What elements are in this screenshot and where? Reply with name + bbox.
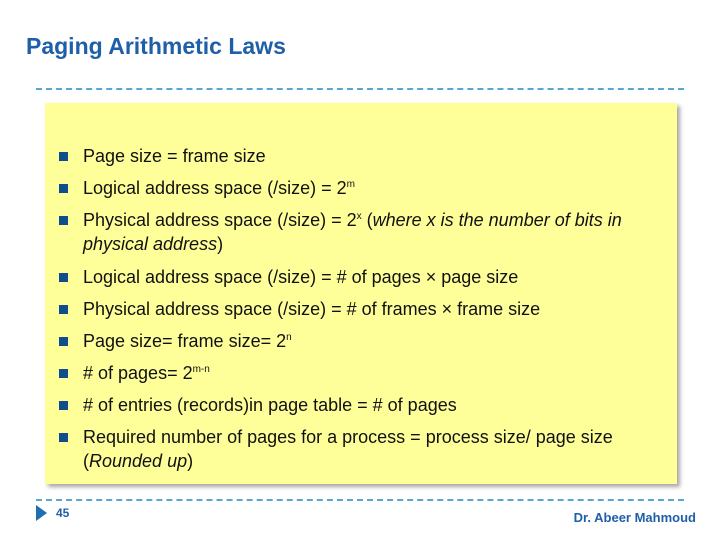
square-bullet-icon <box>59 184 68 193</box>
list-item <box>59 144 667 168</box>
bullet-text: Physical address space (/size) = # of frames × frame size <box>83 299 541 319</box>
square-bullet-icon <box>59 433 68 442</box>
list-item <box>59 176 667 200</box>
bullet-text: Logical address space (/size) = 2 <box>83 178 347 198</box>
top-divider <box>36 88 684 90</box>
bullet-list <box>59 144 667 473</box>
list-item <box>59 297 667 321</box>
square-bullet-icon <box>59 305 68 314</box>
square-bullet-icon <box>59 369 68 378</box>
exponent: n <box>286 332 292 343</box>
square-bullet-icon <box>59 273 68 282</box>
italic-note: where x is the number of bits in physical address <box>83 210 622 254</box>
list-item <box>59 329 667 353</box>
author-footer: Dr. Abeer Mahmoud <box>573 510 696 525</box>
square-bullet-icon <box>59 152 68 161</box>
list-item <box>59 393 667 417</box>
bullet-text: ) <box>187 451 194 471</box>
bottom-divider <box>36 499 684 501</box>
list-item <box>59 265 667 289</box>
square-bullet-icon <box>59 337 68 346</box>
bullet-text: ( <box>361 210 373 230</box>
square-bullet-icon <box>59 401 68 410</box>
bullet-text: Page size = frame size <box>83 146 266 166</box>
play-arrow-icon <box>36 505 47 521</box>
list-item <box>59 361 667 385</box>
exponent: x <box>356 211 362 222</box>
bullet-text: # of entries (records)in page table = # of pages <box>83 395 457 415</box>
bullet-text: # of pages= 2 <box>83 363 193 383</box>
bullet-text: Page size= frame size= 2 <box>83 331 287 351</box>
list-item <box>59 425 667 473</box>
content-box <box>45 103 677 484</box>
bullet-text: ) <box>217 234 224 254</box>
square-bullet-icon <box>59 216 68 225</box>
list-item <box>59 208 667 256</box>
page-title: Paging Arithmetic Laws <box>26 33 286 59</box>
exponent: m-n <box>192 364 210 375</box>
italic-note: Rounded up <box>89 451 188 471</box>
exponent: m <box>346 179 355 190</box>
page-number: 45 <box>56 506 70 520</box>
bullet-text: Logical address space (/size) = # of pages × page size <box>83 267 519 287</box>
bullet-text: Required number of pages for a process = process size/ page size ( <box>83 427 613 471</box>
bullet-text: Physical address space (/size) = 2 <box>83 210 357 230</box>
